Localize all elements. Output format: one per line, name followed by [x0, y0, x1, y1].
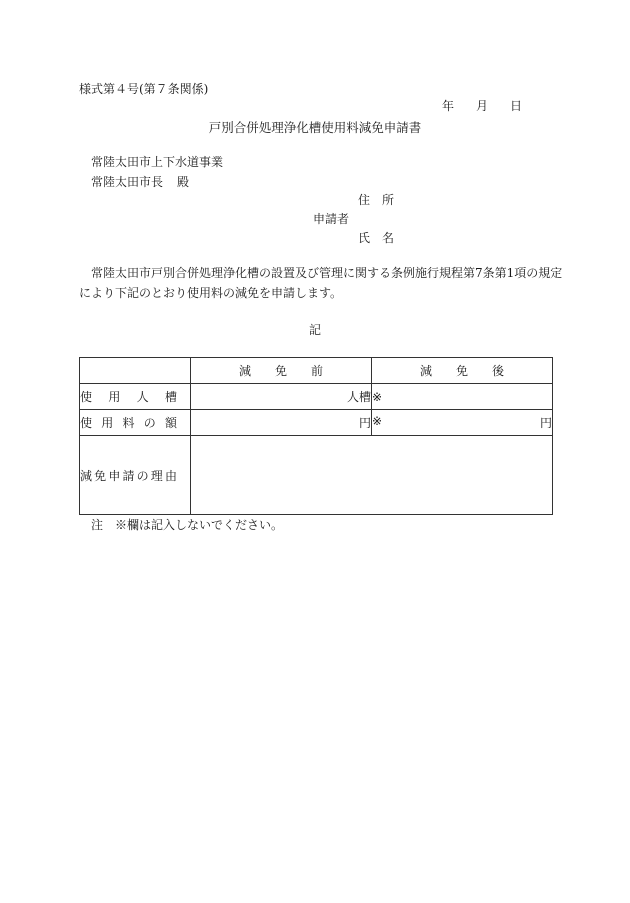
fee-after-field[interactable]	[372, 410, 553, 436]
body-text-line2: により下記のとおり使用料の減免を申請します。	[79, 286, 343, 300]
addressee-honorific: 殿	[177, 175, 190, 189]
label-char: 申	[108, 468, 121, 483]
label-char: の	[136, 468, 149, 483]
ki-heading: 記	[308, 323, 321, 337]
label-char: 使	[80, 416, 93, 430]
capacity-after-field[interactable]	[372, 384, 553, 410]
fee-label	[80, 410, 191, 436]
label-char: 用	[101, 416, 114, 430]
date-line	[442, 99, 522, 113]
document-title: 戸別合併処理浄化槽使用料減免申請書	[208, 120, 422, 135]
label-char: 用	[108, 390, 121, 404]
label-char: 理	[150, 468, 163, 483]
label-char: 請	[122, 468, 135, 483]
fee-unit: 円	[358, 416, 371, 430]
no-entry-mark: ※	[372, 414, 383, 428]
address-label: 住 所	[358, 193, 395, 207]
reason-field[interactable]	[191, 436, 553, 515]
body-text-line1: 常陸太田市戸別合併処理浄化槽の設置及び管理に関する条例施行規程第7条第1項の規定	[91, 266, 563, 280]
table-row-reason	[80, 436, 553, 515]
table-header-row	[80, 358, 553, 384]
no-entry-mark: ※	[372, 389, 383, 404]
reduction-table	[79, 357, 553, 515]
column-before-header: 減 免 前	[191, 358, 372, 384]
label-char: 人	[136, 390, 149, 404]
label-char: 減	[80, 468, 93, 483]
table-corner-cell	[80, 358, 191, 384]
fee-before-field[interactable]	[191, 410, 372, 436]
fee-after-unit: 円	[539, 416, 552, 430]
applicant-label: 申請者	[313, 212, 350, 226]
addressee-line2	[91, 175, 189, 189]
capacity-unit: 人槽	[346, 390, 371, 404]
form-number: 様式第４号(第７条関係)	[79, 82, 209, 96]
label-char: 額	[164, 416, 177, 430]
label-char: 由	[164, 468, 177, 483]
addressee-mayor: 常陸太田市長	[91, 175, 164, 189]
date-day: 日	[510, 99, 523, 113]
addressee-line1: 常陸太田市上下水道事業	[91, 155, 224, 169]
capacity-label	[80, 384, 191, 410]
label-char: 使	[80, 390, 93, 404]
reason-label	[80, 436, 191, 515]
name-label: 氏 名	[358, 231, 395, 245]
table-row-fee	[80, 410, 553, 436]
footnote: 注 ※欄は記入しないでください。	[91, 518, 284, 532]
label-char: の	[143, 416, 156, 430]
table-row-capacity	[80, 384, 553, 410]
label-char: 料	[122, 416, 135, 430]
label-char: 免	[94, 468, 107, 483]
capacity-before-field[interactable]	[191, 384, 372, 410]
label-char: 槽	[164, 390, 177, 404]
column-after-header: 減 免 後	[372, 358, 553, 384]
date-year: 年	[442, 99, 455, 113]
date-month: 月	[476, 99, 489, 113]
